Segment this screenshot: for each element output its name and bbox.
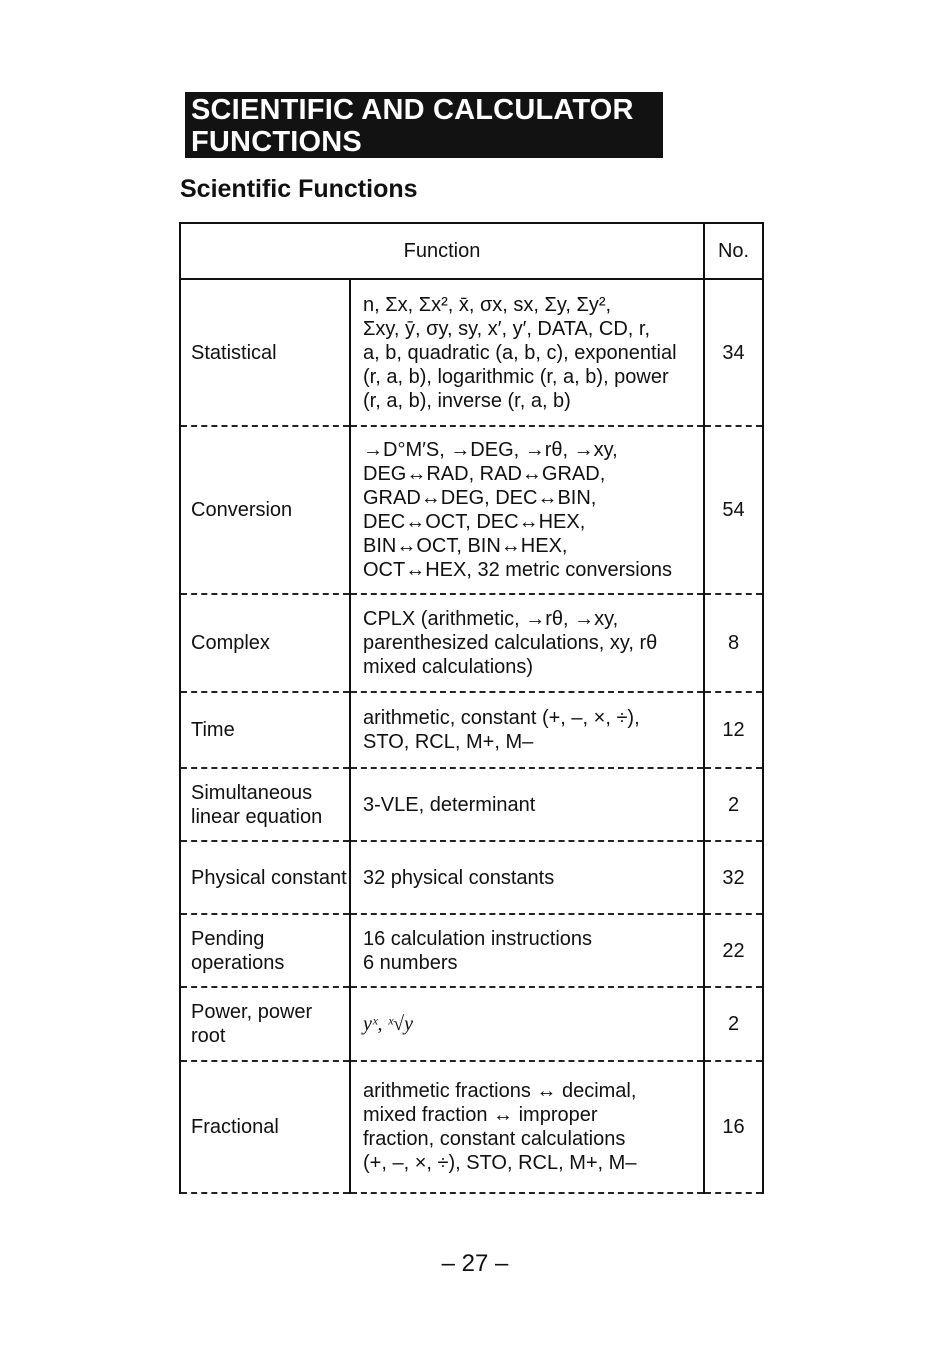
row-number: 2 — [704, 987, 763, 1061]
row-number: 32 — [704, 841, 763, 914]
row-number: 2 — [704, 768, 763, 841]
function-line: mixed fraction ↔ improper — [363, 1104, 598, 1126]
function-line: (+, –, ×, ÷), STO, RCL, M+, M– — [363, 1152, 637, 1174]
row-functions — [350, 768, 704, 841]
row-category: Fractional — [180, 1061, 350, 1193]
row-category: Complex — [180, 594, 350, 692]
section-banner — [185, 92, 663, 158]
banner-line-2: FUNCTIONS — [191, 126, 362, 158]
table-row — [180, 1061, 763, 1193]
table-row — [180, 426, 763, 594]
table-row — [180, 841, 763, 914]
page-number: – 27 – — [441, 1250, 509, 1277]
function-line: parenthesized calculations, xy, rθ — [363, 632, 658, 654]
function-line: DEG↔RAD, RAD↔GRAD, — [363, 463, 606, 485]
function-line: a, b, quadratic (a, b, c), exponential — [363, 341, 677, 364]
function-line: CPLX (arithmetic, →rθ, →xy, — [363, 608, 619, 630]
row-number: 16 — [704, 1061, 763, 1193]
row-number: 22 — [704, 914, 763, 987]
row-number: 54 — [704, 426, 763, 594]
table-row — [180, 914, 763, 987]
row-category: Conversion — [180, 426, 350, 594]
function-line: BIN↔OCT, BIN↔HEX, — [363, 535, 568, 557]
function-line: Σxy, ȳ, σy, sy, x′, y′, DATA, CD, r, — [363, 317, 651, 340]
function-line: arithmetic, constant (+, –, ×, ÷), — [363, 707, 640, 729]
function-line: (r, a, b), inverse (r, a, b) — [363, 389, 571, 412]
row-functions — [350, 279, 704, 426]
header-number: No. — [704, 223, 763, 279]
subsection-title: Scientific Functions — [180, 175, 418, 203]
function-line: →D°M′S, →DEG, →rθ, →xy, — [363, 439, 618, 461]
row-number: 34 — [704, 279, 763, 426]
row-number: 12 — [704, 692, 763, 768]
function-line: STO, RCL, M+, M– — [363, 731, 534, 753]
table-row — [180, 987, 763, 1061]
function-line: 6 numbers — [363, 951, 458, 974]
function-line: OCT↔HEX, 32 metric conversions — [363, 559, 672, 581]
row-functions — [350, 692, 704, 768]
table-row — [180, 768, 763, 841]
row-functions — [350, 594, 704, 692]
function-line: mixed calculations) — [363, 656, 534, 678]
function-line: (r, a, b), logarithmic (r, a, b), power — [363, 365, 669, 388]
table-row — [180, 594, 763, 692]
function-line: 3-VLE, determinant — [363, 793, 536, 816]
row-category: Physical constant — [180, 841, 350, 914]
row-category: Statistical — [180, 279, 350, 426]
function-line: n, Σx, Σx², x̄, σx, sx, Σy, Σy², — [363, 293, 612, 316]
banner-line-1: SCIENTIFIC AND CALCULATOR — [191, 94, 634, 126]
function-line: yˣ, ˣ√y — [363, 1013, 414, 1035]
row-number: 8 — [704, 594, 763, 692]
row-category: Simultaneous linear equation — [180, 768, 350, 841]
row-functions — [350, 914, 704, 987]
row-category: Pending operations — [180, 914, 350, 987]
table-row — [180, 692, 763, 768]
header-function: Function — [180, 223, 704, 279]
function-line: 32 physical constants — [363, 866, 555, 889]
table-header-row — [180, 223, 763, 279]
function-line: 16 calculation instructions — [363, 927, 593, 950]
function-line: arithmetic fractions ↔ decimal, — [363, 1080, 637, 1102]
function-line: DEC↔OCT, DEC↔HEX, — [363, 511, 586, 533]
row-category: Time — [180, 692, 350, 768]
row-functions — [350, 426, 704, 594]
row-functions — [350, 1061, 704, 1193]
function-line: fraction, constant calculations — [363, 1128, 626, 1150]
row-functions — [350, 987, 704, 1061]
table-row — [180, 279, 763, 426]
row-functions — [350, 841, 704, 914]
functions-table — [179, 222, 764, 1194]
function-line: GRAD↔DEG, DEC↔BIN, — [363, 487, 597, 509]
row-category: Power, power root — [180, 987, 350, 1061]
